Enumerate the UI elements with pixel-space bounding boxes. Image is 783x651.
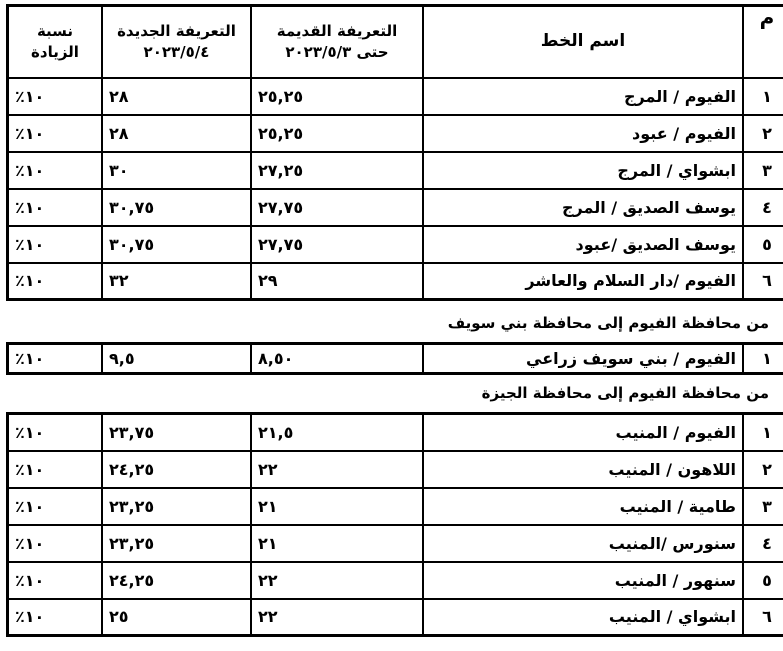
header-increase-line2: الزيادة <box>31 42 79 61</box>
line-name: الفيوم / المرج <box>423 78 743 115</box>
table-row <box>8 189 783 226</box>
line-name: الفيوم / المنيب <box>423 414 743 451</box>
old-fare: ٢٧,٢٥ <box>251 152 423 189</box>
new-fare: ٢٣,٢٥ <box>102 525 251 562</box>
section-title-beni-suef: من محافظة الفيوم إلى محافظة بني سويف <box>447 314 769 332</box>
old-fare: ٢٧,٧٥ <box>251 226 423 263</box>
old-fare: ٢٩ <box>251 263 423 300</box>
new-fare: ٣٠ <box>102 152 251 189</box>
header-line-name: اسم الخط <box>423 6 743 78</box>
row-index: ١ <box>743 414 783 451</box>
row-index: ٥ <box>743 226 783 263</box>
increase-percent: ١٠٪ <box>8 599 103 636</box>
row-index: ١ <box>743 344 783 374</box>
line-name: الفيوم / بني سويف زراعي <box>423 344 743 374</box>
table-row <box>8 115 783 152</box>
new-fare: ٣٠,٧٥ <box>102 189 251 226</box>
table-row <box>8 152 783 189</box>
line-name: الفيوم /دار السلام والعاشر <box>423 263 743 300</box>
row-index: ٢ <box>743 115 783 152</box>
increase-percent: ١٠٪ <box>8 414 103 451</box>
row-index: ٦ <box>743 599 783 636</box>
new-fare: ٢٨ <box>102 115 251 152</box>
table-row <box>8 525 783 562</box>
increase-percent: ١٠٪ <box>8 525 103 562</box>
line-name: يوسف الصديق / المرج <box>423 189 743 226</box>
table-row <box>8 414 783 451</box>
new-fare: ٣٠,٧٥ <box>102 226 251 263</box>
line-name: يوسف الصديق /عبود <box>423 226 743 263</box>
row-index: ٣ <box>743 152 783 189</box>
header-new-fare-title: التعريفة الجديدة <box>117 21 236 40</box>
fares-table-cairo <box>6 4 783 301</box>
old-fare: ٢٢ <box>251 562 423 599</box>
increase-percent: ١٠٪ <box>8 226 103 263</box>
row-index: ٢ <box>743 451 783 488</box>
new-fare: ٢٣,٢٥ <box>102 488 251 525</box>
header-increase-line1: نسبة <box>36 21 74 40</box>
increase-percent: ١٠٪ <box>8 488 103 525</box>
line-name: اللاهون / المنيب <box>423 451 743 488</box>
table-row <box>8 451 783 488</box>
row-index: ٤ <box>743 525 783 562</box>
old-fare: ٢٥,٢٥ <box>251 115 423 152</box>
row-index: ٤ <box>743 189 783 226</box>
section-title-giza: من محافظة الفيوم إلى محافظة الجيزة <box>481 384 769 402</box>
table-row <box>8 488 783 525</box>
new-fare: ٢٤,٢٥ <box>102 562 251 599</box>
old-fare: ٨,٥٠ <box>251 344 423 374</box>
increase-percent: ١٠٪ <box>8 344 103 374</box>
increase-percent: ١٠٪ <box>8 115 103 152</box>
old-fare: ٢٧,٧٥ <box>251 189 423 226</box>
increase-percent: ١٠٪ <box>8 152 103 189</box>
table-row <box>8 78 783 115</box>
new-fare: ٩,٥ <box>102 344 251 374</box>
new-fare: ٢٥ <box>102 599 251 636</box>
old-fare: ٢١ <box>251 525 423 562</box>
line-name: طامية / المنيب <box>423 488 743 525</box>
increase-percent: ١٠٪ <box>8 562 103 599</box>
line-name: سنورس /المنيب <box>423 525 743 562</box>
new-fare: ٢٤,٢٥ <box>102 451 251 488</box>
new-fare: ٢٨ <box>102 78 251 115</box>
row-index: ١ <box>743 78 783 115</box>
increase-percent: ١٠٪ <box>8 263 103 300</box>
table-row <box>8 344 783 374</box>
increase-percent: ١٠٪ <box>8 451 103 488</box>
increase-percent: ١٠٪ <box>8 78 103 115</box>
header-old-fare-title: التعريفة القديمة <box>276 21 398 40</box>
row-index: ٥ <box>743 562 783 599</box>
new-fare: ٢٣,٧٥ <box>102 414 251 451</box>
line-name: الفيوم / عبود <box>423 115 743 152</box>
line-name: سنهور / المنيب <box>423 562 743 599</box>
header-increase <box>8 6 103 78</box>
fares-table-beni-suef <box>6 342 783 375</box>
old-fare: ٢١ <box>251 488 423 525</box>
old-fare: ٢٢ <box>251 599 423 636</box>
new-fare: ٣٢ <box>102 263 251 300</box>
line-name: ابشواي / المرج <box>423 152 743 189</box>
table-row <box>8 226 783 263</box>
old-fare: ٢١,٥ <box>251 414 423 451</box>
header-new-fare-date: ٢٠٢٣/٥/٤ <box>143 42 210 61</box>
line-name: ابشواي / المنيب <box>423 599 743 636</box>
header-old-fare-date: حتى ٢٠٢٣/٥/٣ <box>285 42 389 61</box>
increase-percent: ١٠٪ <box>8 189 103 226</box>
old-fare: ٢٢ <box>251 451 423 488</box>
row-index: ٦ <box>743 263 783 300</box>
table-row <box>8 599 783 636</box>
header-new-fare <box>102 6 251 78</box>
header-old-fare <box>251 6 423 78</box>
header-index: م <box>743 6 783 78</box>
table-row <box>8 263 783 300</box>
table-header-row <box>8 6 783 78</box>
fares-table-giza <box>6 412 783 637</box>
old-fare: ٢٥,٢٥ <box>251 78 423 115</box>
row-index: ٣ <box>743 488 783 525</box>
table-row <box>8 562 783 599</box>
